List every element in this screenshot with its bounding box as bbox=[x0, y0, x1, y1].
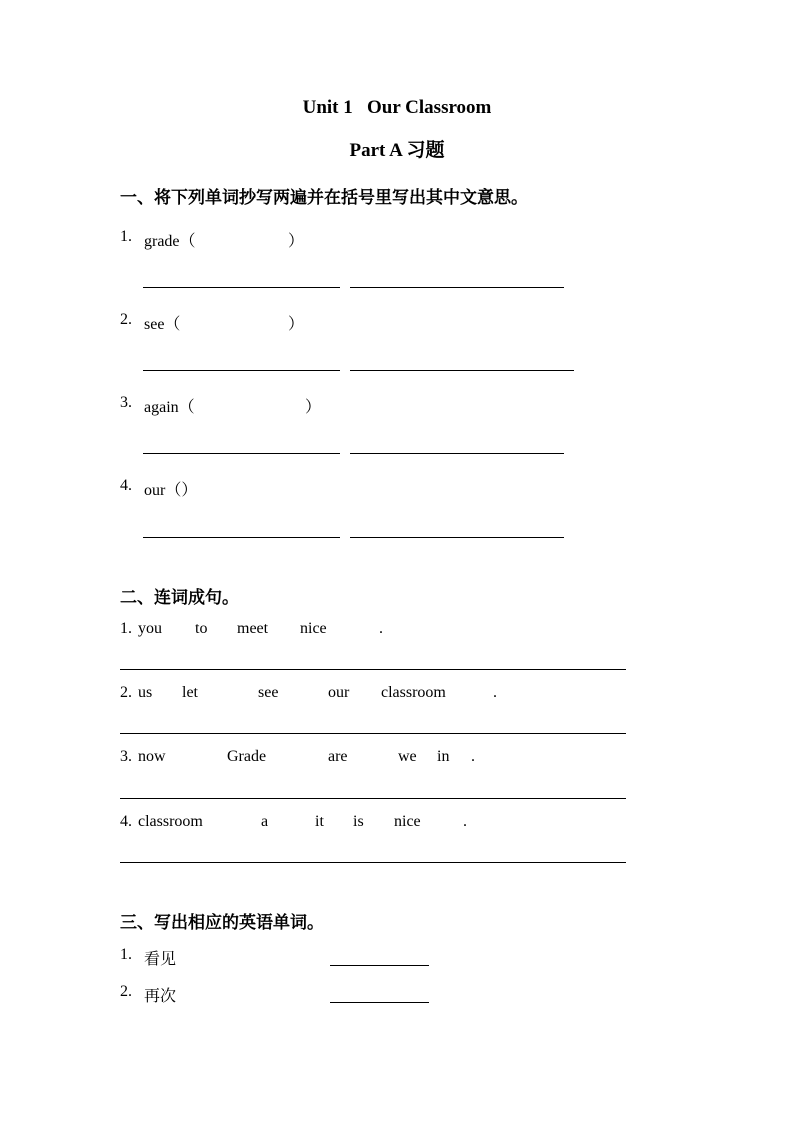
s3-item1-word: 看见 bbox=[144, 951, 177, 968]
s1-item3-close-paren: ） bbox=[305, 399, 322, 416]
s3-item1-answer-line[interactable] bbox=[330, 965, 429, 966]
s2-item3-period: . bbox=[471, 748, 475, 765]
s2-item1-word: to bbox=[195, 620, 208, 637]
s3-item2-answer-line[interactable] bbox=[330, 1002, 429, 1003]
s2-item2-word: let bbox=[182, 684, 198, 701]
s2-item4-period: . bbox=[463, 813, 467, 830]
s2-item4-word: nice bbox=[394, 813, 421, 830]
s1-item3-copy-line-1[interactable] bbox=[143, 453, 340, 454]
s2-item4-word: is bbox=[353, 813, 364, 830]
section1-heading: 一、将下列单词抄写两遍并在括号里写出其中文意思。 bbox=[120, 188, 528, 207]
s2-item1-word: meet bbox=[237, 620, 269, 637]
s2-item3-word: now bbox=[138, 748, 166, 765]
s2-item4-answer-line[interactable] bbox=[120, 862, 626, 863]
s1-item1-number: 1. bbox=[120, 228, 132, 245]
section2-heading: 二、连词成句。 bbox=[120, 588, 239, 607]
s2-item4-word: a bbox=[261, 813, 269, 830]
s1-item4-number: 4. bbox=[120, 477, 132, 494]
s1-item2-number: 2. bbox=[120, 311, 132, 328]
s2-item1-answer-line[interactable] bbox=[120, 669, 626, 670]
page-title: Unit 1 Our Classroom bbox=[302, 97, 492, 118]
section3-heading: 三、写出相应的英语单词。 bbox=[120, 913, 324, 932]
s2-item4-word: it bbox=[315, 813, 324, 830]
s2-item3-word: are bbox=[328, 748, 348, 765]
s2-item2-word: our bbox=[328, 684, 350, 701]
s2-item3-word: we bbox=[398, 748, 417, 765]
s2-item2-word: classroom bbox=[381, 684, 446, 701]
s2-item3-answer-line[interactable] bbox=[120, 798, 626, 799]
s3-item2-number: 2. bbox=[120, 983, 132, 1000]
s1-item3-word: again（ bbox=[144, 399, 195, 416]
s2-item2-word: us bbox=[138, 684, 153, 701]
s2-item1-period: . bbox=[379, 620, 383, 637]
s1-item3-copy-line-2[interactable] bbox=[350, 453, 564, 454]
s2-item4-word: classroom bbox=[138, 813, 203, 830]
s3-item2-word: 再次 bbox=[144, 988, 177, 1005]
s2-item1-word: you bbox=[138, 620, 162, 637]
s1-item2-close-paren: ） bbox=[288, 316, 305, 333]
s2-item1-number: 1. bbox=[120, 620, 132, 637]
s2-item2-word: see bbox=[258, 684, 279, 701]
s2-item4-number: 4. bbox=[120, 813, 132, 830]
s1-item4-copy-line-1[interactable] bbox=[143, 537, 340, 538]
s1-item3-number: 3. bbox=[120, 394, 132, 411]
s2-item3-word: Grade bbox=[227, 748, 267, 765]
s1-item1-copy-line-1[interactable] bbox=[143, 287, 340, 288]
s2-item3-word: in bbox=[437, 748, 450, 765]
s2-item2-number: 2. bbox=[120, 684, 132, 701]
s1-item4-word: our（） bbox=[144, 482, 198, 499]
s1-item2-copy-line-2[interactable] bbox=[350, 370, 574, 371]
s3-item1-number: 1. bbox=[120, 946, 132, 963]
s1-item1-copy-line-2[interactable] bbox=[350, 287, 564, 288]
s1-item2-copy-line-1[interactable] bbox=[143, 370, 340, 371]
s1-item1-close-paren: ） bbox=[288, 233, 305, 250]
page-subtitle: Part A 习题 bbox=[349, 140, 445, 161]
s1-item2-word: see（ bbox=[144, 316, 181, 333]
s1-item1-word: grade（ bbox=[144, 233, 196, 250]
s2-item3-number: 3. bbox=[120, 748, 132, 765]
s2-item1-word: nice bbox=[300, 620, 327, 637]
s1-item4-copy-line-2[interactable] bbox=[350, 537, 564, 538]
s2-item2-answer-line[interactable] bbox=[120, 733, 626, 734]
s2-item2-period: . bbox=[493, 684, 497, 701]
